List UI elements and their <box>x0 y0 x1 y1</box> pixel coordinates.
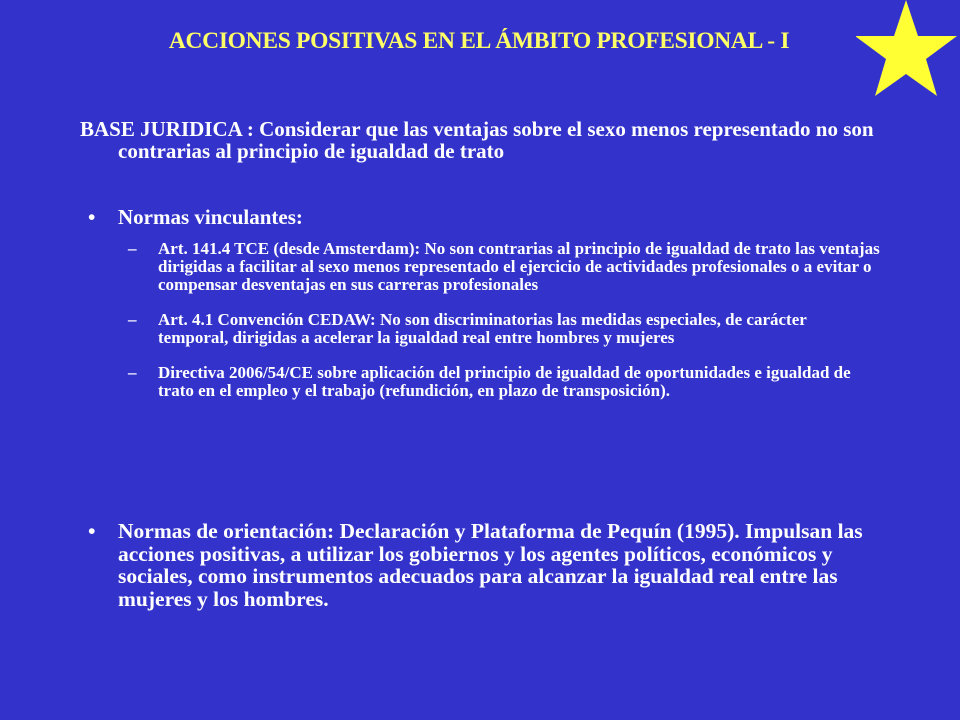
bullet-marker: • <box>88 519 96 543</box>
list-item-text: Directiva 2006/54/CE sobre aplicación del principio de igualdad de oportunidades e igualdad de trato en el empleo y el trabajo (refundición, en plazo de transposición). <box>158 363 851 400</box>
list-item-text: Art. 4.1 Convención CEDAW: No son discriminatorias las medidas especiales, de carácter temporal, dirigidas a acelerar la igualdad real entre hombres y mujeres <box>158 310 807 347</box>
normas-vinculantes-list <box>80 240 880 417</box>
bullet-normas-vinculantes <box>80 206 880 228</box>
base-juridica-text: BASE JURIDICA : Considerar que las ventajas sobre el sexo menos representado no son contrarias al principio de igualdad de trato <box>80 117 874 163</box>
list-item-text: Art. 141.4 TCE (desde Amsterdam): No son contrarias al principio de igualdad de trato las ventajas dirigidas a facilitar al sexo menos representado el ejercicio de actividades profesionales o a evitar o compensar desventajas en sus carreras profesionales <box>158 239 880 294</box>
list-item <box>80 240 880 294</box>
list-item <box>80 311 880 347</box>
dash-marker: – <box>128 310 137 329</box>
star-icon <box>856 0 960 100</box>
bullet-normas-orientacion <box>80 520 880 610</box>
bullet-marker: • <box>88 205 96 229</box>
dash-marker: – <box>128 363 137 382</box>
normas-orientacion-text: Normas de orientación: Declaración y Plataforma de Pequín (1995). Impulsan las acciones positivas, a utilizar los gobiernos y los agentes políticos, económicos y sociales, como instrumentos adecuados para alcanzar la igualdad real entre las mujeres y los hombres. <box>118 519 863 611</box>
slide-title: ACCIONES POSITIVAS EN EL ÁMBITO PROFESIONAL - I <box>168 28 790 54</box>
list-item <box>80 364 880 400</box>
normas-vinculantes-heading: Normas vinculantes: <box>118 205 303 229</box>
dash-marker: – <box>128 239 137 258</box>
